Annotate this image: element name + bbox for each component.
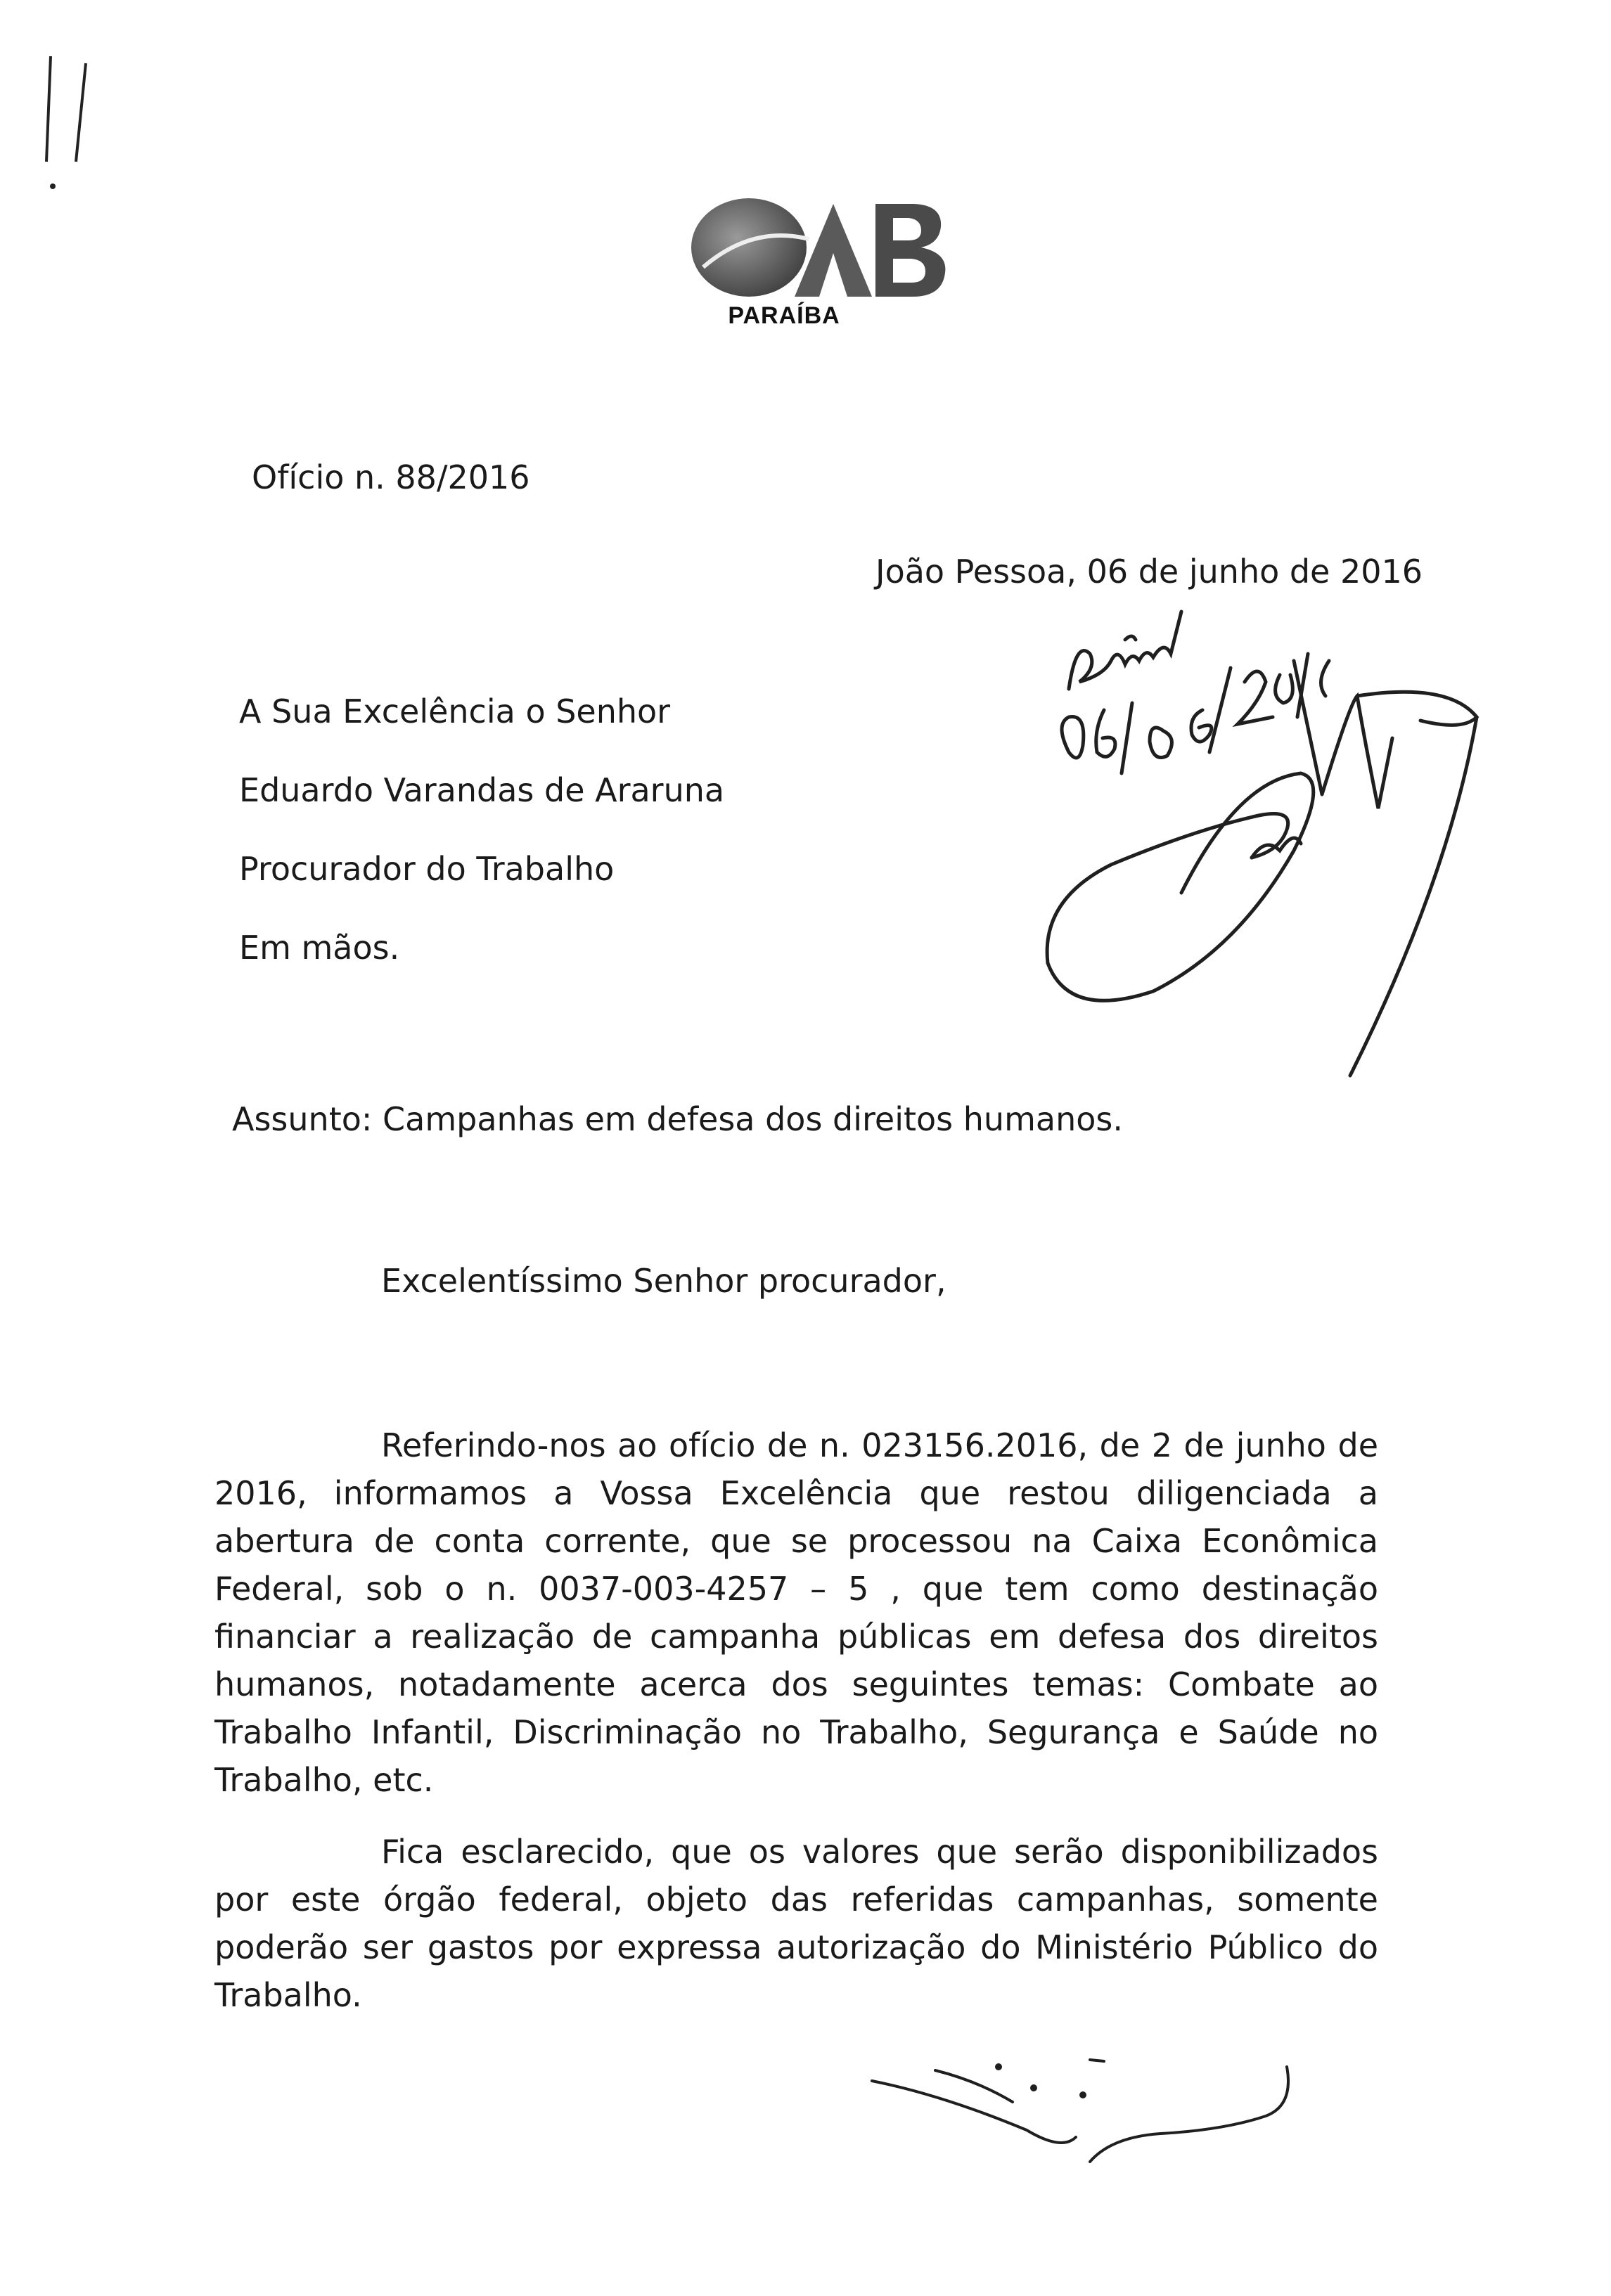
oab-logo xyxy=(689,197,956,302)
body-paragraph-2: Fica esclarecido, que os valores que serão disponibilizados por este órgão federal, objeto das referidas campanhas, somente poderão ser gastos por expressa autorização do Ministério Público do Trabalho. xyxy=(214,1833,1378,2014)
office-reference: Ofício n. 88/2016 xyxy=(252,458,530,496)
subject-line: Assunto: Campanhas em defesa dos direitos humanos. xyxy=(232,1100,1123,1138)
letterhead-subtitle: PARAÍBA xyxy=(728,302,840,329)
handwritten-receipt-signature xyxy=(1027,598,1533,1104)
recipient-name: Eduardo Varandas de Araruna xyxy=(239,771,725,809)
salutation: Excelentíssimo Senhor procurador, xyxy=(381,1262,946,1300)
letterhead xyxy=(689,197,956,337)
place-date: João Pessoa, 06 de junho de 2016 xyxy=(875,553,1423,591)
body-paragraph-1: Referindo-nos ao ofício de n. 023156.2016, de 2 de junho de 2016, informamos a Vossa Excelência que restou diligenciada a abertura de conta corrente, que se processou na Caixa Econômica Federal, sob o n. 0037-003-4257 – 5 , que tem como destinação financiar a realização de campanha públicas em defesa dos direitos humanos, notadamente acerca dos seguintes temas: Combate ao Trabalho Infantil, Discriminação no Trabalho, Segurança e Saúde no Trabalho, etc. xyxy=(214,1426,1378,1799)
recipient-block xyxy=(239,692,724,1007)
signature-mark xyxy=(858,2053,1315,2172)
recipient-line-1: A Sua Excelência o Senhor xyxy=(239,692,671,730)
delivery-note: Em mãos. xyxy=(239,929,400,967)
recipient-title: Procurador do Trabalho xyxy=(239,850,615,888)
corner-marks xyxy=(21,28,91,190)
